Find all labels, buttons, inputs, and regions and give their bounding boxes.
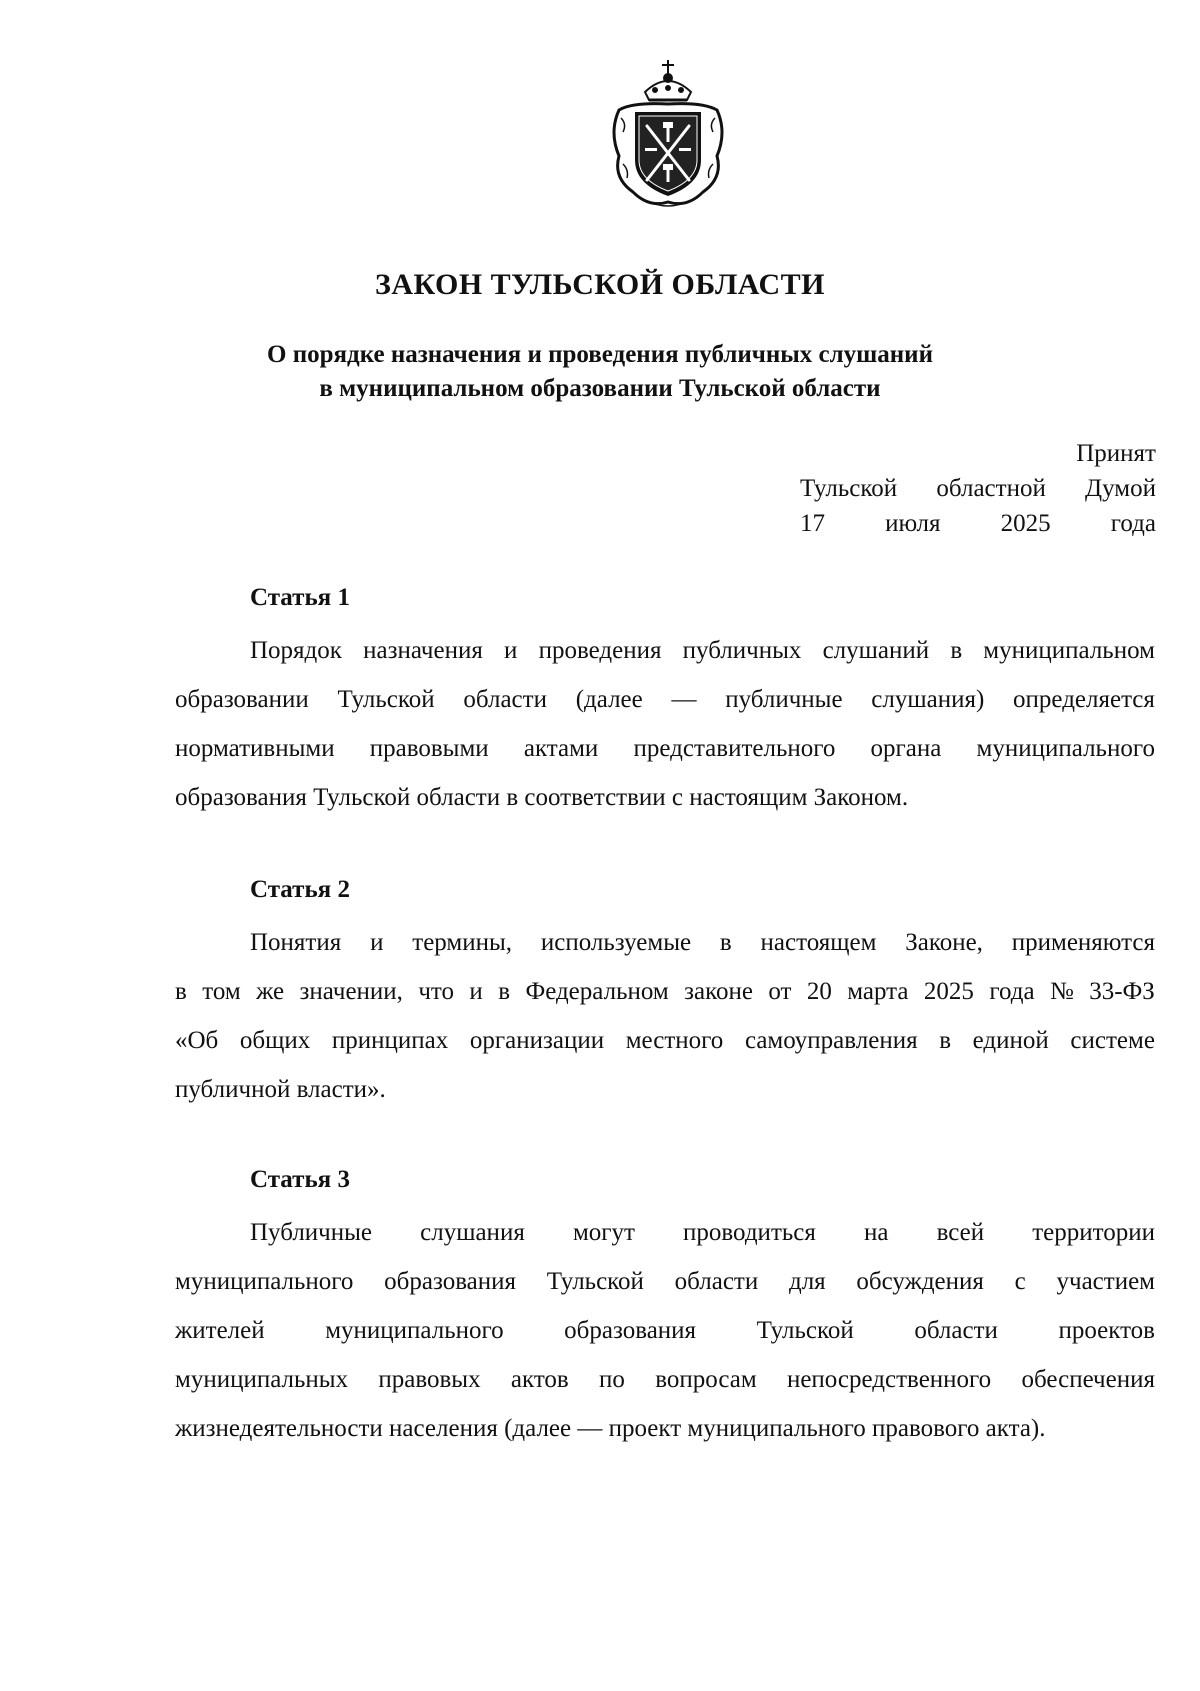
text-line-content: Порядок назначения и проведения публичных слушаний в муниципальном — [250, 637, 1155, 664]
adopted-by-word: Тульской — [800, 475, 898, 502]
article-3-title: Статья 3 — [250, 1166, 350, 1193]
law-title: ЗАКОН ТУЛЬСКОЙ ОБЛАСТИ — [375, 268, 825, 301]
adopted-by-word: областной — [936, 475, 1046, 502]
article-2-title: Статья 2 — [250, 876, 350, 903]
text-line: жизнедеятельности населения (далее — проект муниципального правового акта). — [175, 1415, 1046, 1442]
adopted-label: Принят — [1076, 440, 1156, 467]
text-line: муниципальных правовых актов по вопросам непосредственного обеспечения — [175, 1366, 1155, 1393]
law-subtitle — [0, 338, 1200, 406]
text-line: образовании Тульской области (далее — публичные слушания) определяется — [175, 686, 1155, 713]
adoption-block — [800, 436, 1156, 541]
text-line: публичной власти». — [175, 1076, 386, 1103]
article-2-text — [175, 918, 1155, 1114]
article-3-text — [175, 1208, 1155, 1453]
adoption-date — [800, 506, 1156, 541]
text-line: в том же значении, что и в Федеральном законе от 20 марта 2025 года № 33-ФЗ — [175, 978, 1155, 1005]
law-subtitle-line: О порядке назначения и проведения публичных слушаний — [267, 341, 933, 368]
text-line: Понятия и термины, используемые в настоящем Законе, применяются — [250, 929, 1155, 956]
text-line — [175, 626, 1155, 675]
adoption-day: 17 — [800, 510, 825, 537]
article-1-text — [175, 626, 1155, 822]
text-line: муниципального образования Тульской области для обсуждения с участием — [175, 1268, 1155, 1295]
coat-of-arms-icon — [605, 52, 731, 212]
text-line: Публичные слушания могут проводиться на всей территории — [250, 1219, 1155, 1246]
text-line: «Об общих принципах организации местного самоуправления в единой системе — [175, 1027, 1155, 1054]
adopted-by-word: Думой — [1085, 475, 1156, 502]
text-line: жителей муниципального образования Тульской области проектов — [175, 1317, 1155, 1344]
adoption-year: 2025 — [1000, 510, 1051, 537]
adoption-year-word: года — [1110, 510, 1156, 537]
adopted-by — [800, 471, 1156, 506]
text-line: нормативными правовыми актами представительного органа муниципального — [175, 735, 1155, 762]
law-subtitle-line: в муниципальном образовании Тульской области — [319, 375, 881, 402]
adoption-month: июля — [885, 510, 941, 537]
article-1-title: Статья 1 — [250, 584, 350, 611]
text-line: образования Тульской области в соответствии с настоящим Законом. — [175, 784, 909, 811]
